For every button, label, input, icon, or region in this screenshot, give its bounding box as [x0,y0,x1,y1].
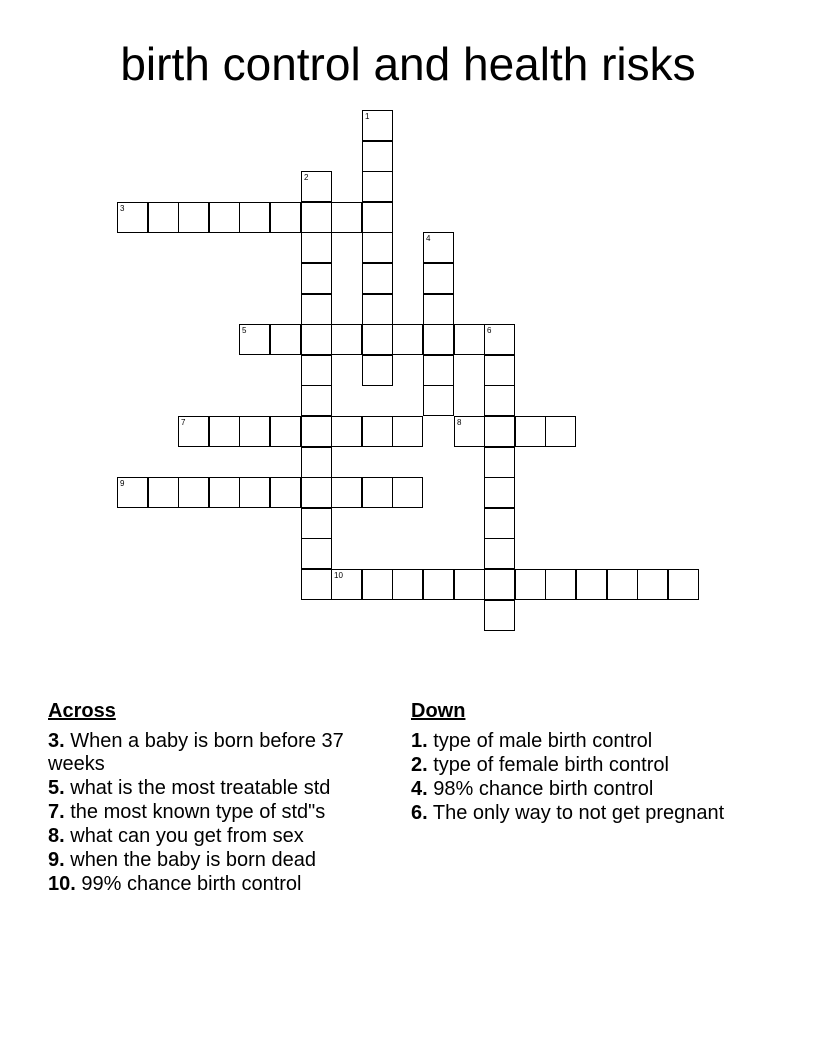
grid-cell[interactable] [423,355,454,386]
grid-cell[interactable] [270,477,301,508]
grid-cell[interactable] [515,569,546,600]
cell-number: 10 [334,571,343,580]
grid-cell[interactable] [239,324,270,355]
grid-cell[interactable] [423,324,454,355]
grid-cell[interactable] [178,202,209,233]
grid-cell[interactable] [362,355,393,386]
grid-cell[interactable] [209,477,240,508]
cell-number: 9 [120,479,125,488]
grid-cell[interactable] [331,324,362,355]
grid-cell[interactable] [209,202,240,233]
clue-number: 4. [411,778,428,800]
clue-text: when the baby is born dead [64,849,316,871]
grid-cell[interactable] [392,477,423,508]
grid-cell[interactable] [301,538,332,569]
clue-number: 10. [48,873,76,895]
clue-across-7 [48,801,383,824]
grid-cell[interactable] [301,294,332,325]
grid-cell[interactable] [362,202,393,233]
grid-cell[interactable] [209,416,240,447]
grid-cell[interactable] [423,385,454,416]
grid-cell[interactable] [515,416,546,447]
grid-cell[interactable] [178,416,209,447]
clue-across-8 [48,825,383,848]
grid-cell[interactable] [362,477,393,508]
puzzle-title: birth control and health risks [120,38,696,90]
grid-cell[interactable] [239,416,270,447]
grid-cell[interactable] [301,324,332,355]
grid-cell[interactable] [484,324,515,355]
clue-text: The only way to not get pregnant [427,802,725,824]
grid-cell[interactable] [301,263,332,294]
grid-cell[interactable] [484,538,515,569]
clue-text: type of female birth control [427,754,669,776]
clue-text: 99% chance birth control [75,873,302,895]
across-heading: Across [48,700,116,722]
clue-text: what is the most treatable std [64,777,331,799]
grid-cell[interactable] [423,232,454,263]
clue-across-3 [48,730,383,776]
across-clues [48,700,383,897]
grid-cell[interactable] [270,202,301,233]
grid-cell[interactable] [301,171,332,202]
grid-cell[interactable] [117,202,148,233]
grid-cell[interactable] [454,569,485,600]
grid-cell[interactable] [484,508,515,539]
grid-cell[interactable] [239,477,270,508]
grid-cell[interactable] [637,569,668,600]
down-clue-list [411,730,741,825]
grid-cell[interactable] [362,110,393,141]
down-heading: Down [411,700,466,722]
grid-cell[interactable] [545,569,576,600]
grid-cell[interactable] [331,477,362,508]
grid-cell[interactable] [301,232,332,263]
down-clues [411,700,741,826]
grid-cell[interactable] [301,416,332,447]
cell-number: 7 [181,418,186,427]
cell-number: 6 [487,326,492,335]
grid-cell[interactable] [301,477,332,508]
grid-cell[interactable] [301,569,332,600]
grid-cell[interactable] [301,447,332,478]
cell-number: 2 [304,173,309,182]
clue-number: 3. [48,730,65,752]
clue-text: what can you get from sex [64,825,304,847]
clue-number: 8. [48,825,65,847]
clue-down-6 [411,802,741,825]
cell-number: 3 [120,204,125,213]
across-clue-list [48,730,383,896]
grid-cell[interactable] [454,416,485,447]
clue-number: 9. [48,849,65,871]
grid-cell[interactable] [148,477,179,508]
clue-text: type of male birth control [427,730,653,752]
cell-number: 8 [457,418,462,427]
grid-cell[interactable] [148,202,179,233]
cell-number: 5 [242,326,247,335]
grid-cell[interactable] [362,171,393,202]
grid-cell[interactable] [607,569,638,600]
grid-cell[interactable] [331,202,362,233]
clue-number: 1. [411,730,428,752]
grid-cell[interactable] [362,416,393,447]
clue-text: 98% chance birth control [427,778,654,800]
grid-cell[interactable] [362,324,393,355]
grid-cell[interactable] [178,477,209,508]
grid-cell[interactable] [484,447,515,478]
grid-cell[interactable] [668,569,699,600]
clue-number: 2. [411,754,428,776]
grid-cell[interactable] [423,569,454,600]
grid-cell[interactable] [362,141,393,172]
grid-cell[interactable] [301,385,332,416]
grid-cell[interactable] [484,385,515,416]
clue-number: 7. [48,801,65,823]
grid-cell[interactable] [362,294,393,325]
cell-number: 4 [426,234,431,243]
grid-cell[interactable] [239,202,270,233]
grid-cell[interactable] [301,355,332,386]
clue-number: 6. [411,802,428,824]
clue-down-2 [411,754,741,777]
grid-cell[interactable] [117,477,148,508]
grid-cell[interactable] [392,324,423,355]
grid-cell[interactable] [270,416,301,447]
grid-cell[interactable] [392,416,423,447]
clue-across-10 [48,873,383,896]
clue-text: the most known type of std"s [64,801,326,823]
clue-down-4 [411,778,741,801]
grid-cell[interactable] [301,202,332,233]
clue-across-5 [48,777,383,800]
grid-cell[interactable] [331,416,362,447]
grid-cell[interactable] [484,477,515,508]
grid-cell[interactable] [331,569,362,600]
grid-cell[interactable] [301,508,332,539]
grid-cell[interactable] [423,263,454,294]
grid-cell[interactable] [362,263,393,294]
cell-number: 1 [365,112,370,121]
grid-cell[interactable] [484,569,515,600]
grid-cell[interactable] [454,324,485,355]
grid-cell[interactable] [423,294,454,325]
grid-cell[interactable] [484,416,515,447]
clue-text: When a baby is born before 37 weeks [48,730,344,775]
grid-cell[interactable] [392,569,423,600]
grid-cell[interactable] [484,355,515,386]
clue-down-1 [411,730,741,753]
grid-cell[interactable] [362,232,393,263]
grid-cell[interactable] [545,416,576,447]
grid-cell[interactable] [576,569,607,600]
clue-across-9 [48,849,383,872]
clue-number: 5. [48,777,65,799]
grid-cell[interactable] [484,600,515,631]
grid-cell[interactable] [362,569,393,600]
grid-cell[interactable] [270,324,301,355]
